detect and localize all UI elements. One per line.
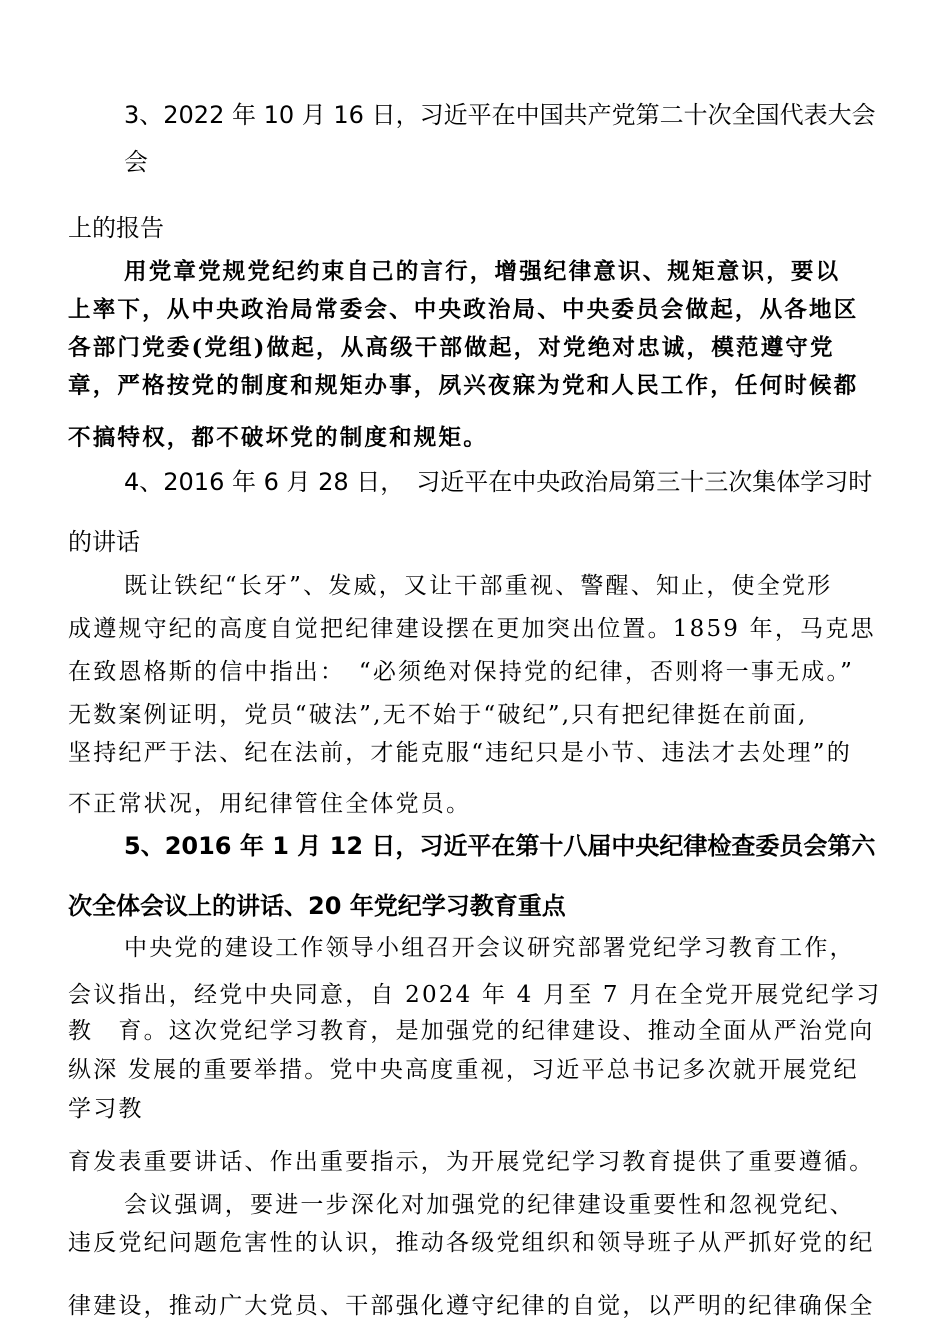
section-3-quote-line: 不搞特权，都不破坏党的制度和规矩。 <box>68 425 488 451</box>
section-4-body-line: 坚持纪严于法、纪在法前，才能克服“违纪只是小节、违法才去处理”的 <box>68 740 852 766</box>
section-5-body-line: 学习教 <box>68 1096 144 1122</box>
section-3-heading-line-2: 会 <box>124 148 148 176</box>
section-4-body-line: 成遵规守纪的高度自觉把纪律建设摆在更加突出位置。1859 年，马克思 <box>68 616 876 642</box>
section-5-body-line: 会议强调，要进一步深化对加强党的纪律建设重要性和忽视党纪、 <box>124 1192 855 1218</box>
section-4-body-line: 在致恩格斯的信中指出： “必须绝对保持党的纪律，否则将一事无成。” <box>68 659 855 685</box>
section-3-quote-line: 章，严格按党的制度和规矩办事，夙兴夜寐为党和人民工作，任何时候都 <box>68 373 859 399</box>
section-3-heading-line-3: 上的报告 <box>68 214 164 242</box>
section-5-heading-line-2: 次全体会议上的讲话、20 年党纪学习教育重点 <box>68 892 566 920</box>
section-3-quote-line: 用党章党规党纪约束自己的言行，增强纪律意识、规矩意识，要以 <box>124 259 841 285</box>
section-4-heading-line-1: 4、2016 年 6 月 28 日， 习近平在中央政治局第三十三次集体学习时 <box>124 468 873 496</box>
section-3-heading-line-1: 3、2022 年 10 月 16 日，习近平在中国共产党第二十次全国代表大会 <box>124 101 876 129</box>
section-4-body-line: 既让铁纪“长牙”、发威，又让干部重视、警醒、知止，使全党形 <box>124 573 833 599</box>
section-5-body-line: 教 育。这次党纪学习教育，是加强党的纪律建设、推动全面从严治党向 <box>68 1018 875 1044</box>
section-5-heading-line-1: 5、2016 年 1 月 12 日，习近平在第十八届中央纪律检查委员会第六 <box>124 832 876 860</box>
section-4-heading-line-2: 的讲话 <box>68 528 140 556</box>
section-5-body-line: 律建设，推动广大党员、干部强化遵守纪律的自觉，以严明的纪律确保全 <box>68 1293 875 1319</box>
section-5-body-line: 中央党的建设工作领导小组召开会议研究部署党纪学习教育工作， <box>124 935 855 961</box>
section-3-quote-line: 各部门党委(党组)做起，从高级干部做起，对党绝对忠诚，模范遵守党 <box>68 335 835 361</box>
section-5-body-line: 会议指出，经党中央同意，自 2024 年 4 月至 7 月在全党开展党纪学习 <box>68 982 882 1008</box>
section-5-body-line: 纵深 发展的重要举措。党中央高度重视，习近平总书记多次就开展党纪 <box>68 1057 859 1083</box>
section-3-quote-line: 上率下，从中央政治局常委会、中央政治局、中央委员会做起，从各地区 <box>68 297 859 323</box>
section-4-body-line: 无数案例证明，党员“破法”,无不始于“破纪”,只有把纪律挺在前面, <box>68 702 808 728</box>
section-5-body-line: 违反党纪问题危害性的认识，推动各级党组织和领导班子从严抓好党的纪 <box>68 1230 875 1256</box>
section-4-body-line: 不正常状况，用纪律管住全体党员。 <box>68 791 472 817</box>
section-5-body-line: 育发表重要讲话、作出重要指示，为开展党纪学习教育提供了重要遵循。 <box>68 1149 875 1175</box>
